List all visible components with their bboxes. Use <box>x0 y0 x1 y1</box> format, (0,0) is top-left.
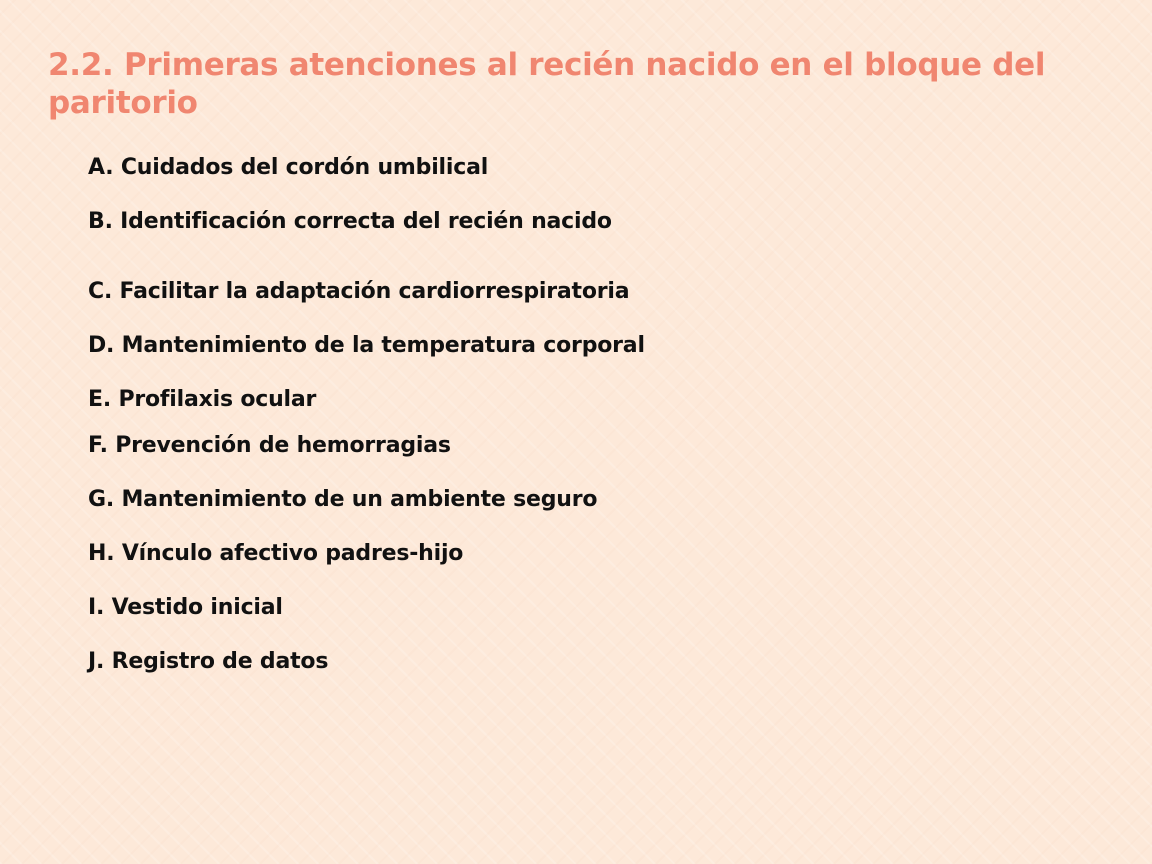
slide-title: 2.2. Primeras atenciones al recién nacido en el bloque del paritorio <box>48 47 1046 121</box>
list-item-a: A. Cuidados del cordón umbilical <box>88 155 489 180</box>
list-item-f: F. Prevención de hemorragias <box>88 433 451 458</box>
list-item-g: G. Mantenimiento de un ambiente seguro <box>88 487 598 512</box>
list-item-e: E. Profilaxis ocular <box>88 387 317 412</box>
list-item-b: B. Identificación correcta del recién nacido <box>88 209 612 234</box>
list-item-i: I. Vestido inicial <box>88 595 283 620</box>
list-item-c: C. Facilitar la adaptación cardiorrespiratoria <box>88 279 630 304</box>
list-item-d: D. Mantenimiento de la temperatura corporal <box>88 333 645 358</box>
list-item-j: J. Registro de datos <box>88 649 329 674</box>
list-item-h: H. Vínculo afectivo padres-hijo <box>88 541 464 566</box>
